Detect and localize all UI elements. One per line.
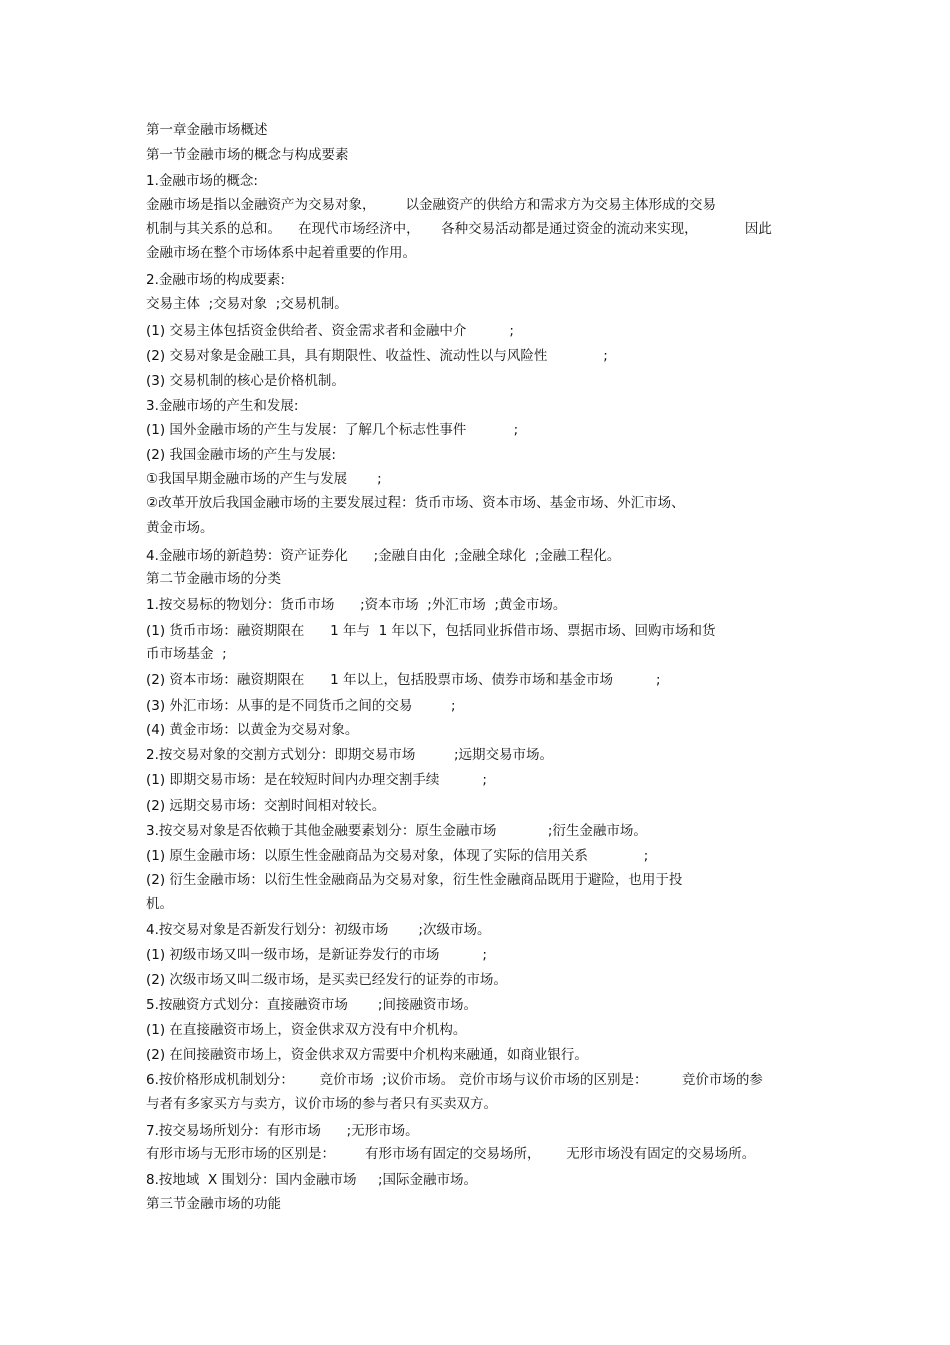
- text-line: (2) 衍生金融市场：以衍生性金融商品为交易对象，衍生性金融商品既用于避险，也用于投: [146, 872, 683, 888]
- text-line: (1) 国外金融市场的产生与发展：了解几个标志性事件 ;: [146, 422, 519, 438]
- heading-line: 2.金融市场的构成要素:: [146, 272, 285, 288]
- heading-line: 7.按交易场所划分：有形市场 ;无形市场。: [146, 1123, 419, 1139]
- text-line: 金融市场在整个市场体系中起着重要的作用。: [146, 245, 416, 261]
- text-line: (1) 即期交易市场：是在较短时间内办理交割手续 ;: [146, 772, 487, 788]
- heading-line: 4.金融市场的新趋势：资产证券化 ;金融自由化 ;金融全球化 ;金融工程化。: [146, 548, 621, 564]
- text-line: 交易主体 ;交易对象 ;交易机制。: [146, 296, 348, 312]
- heading-line: 4.按交易对象是否新发行划分：初级市场 ;次级市场。: [146, 922, 491, 938]
- text-line: 币市场基金 ;: [146, 646, 227, 662]
- text-line: (2) 资本市场：融资期限在 1 年以上，包括股票市场、债券市场和基金市场 ;: [146, 672, 661, 688]
- text-line: 机。: [146, 896, 173, 912]
- section-title: 第三节金融市场的功能: [146, 1196, 281, 1212]
- heading-line: 8.按地域 X 围划分：国内金融市场 ;国际金融市场。: [146, 1172, 478, 1188]
- section-title: 第一节金融市场的概念与构成要素: [146, 147, 349, 163]
- text-line: 机制与其关系的总和。 在现代市场经济中， 各种交易活动都是通过资金的流动来实现， 因此: [146, 221, 772, 237]
- text-line: (1) 货币市场：融资期限在 1 年与 1 年以下，包括同业拆借市场、票据市场、回购市场和货: [146, 623, 716, 639]
- text-line: (2) 次级市场又叫二级市场，是买卖已经发行的证券的市场。: [146, 972, 507, 988]
- text-line: ①我国早期金融市场的产生与发展 ;: [146, 471, 382, 487]
- text-line: 与者有多家买方与卖方，议价市场的参与者只有买卖双方。: [146, 1096, 497, 1112]
- heading-line: 6.按价格形成机制划分： 竞价市场 ;议价市场。 竞价市场与议价市场的区别是： 竞价市场的参: [146, 1072, 763, 1088]
- text-line: 黄金市场。: [146, 520, 214, 536]
- heading-line: 3.金融市场的产生和发展:: [146, 398, 299, 414]
- section-title: 第二节金融市场的分类: [146, 571, 281, 587]
- heading-line: 5.按融资方式划分：直接融资市场 ;间接融资市场。: [146, 997, 477, 1013]
- text-line: (1) 初级市场又叫一级市场，是新证券发行的市场 ;: [146, 947, 487, 963]
- text-line: (3) 交易机制的核心是价格机制。: [146, 373, 345, 389]
- text-line: 有形市场与无形市场的区别是： 有形市场有固定的交易场所， 无形市场没有固定的交易场所。: [146, 1146, 756, 1162]
- text-line: (2) 我国金融市场的产生与发展:: [146, 447, 336, 463]
- text-line: ②改革开放后我国金融市场的主要发展过程：货币市场、资本市场、基金市场、外汇市场、: [146, 495, 685, 511]
- heading-line: 2.按交易对象的交割方式划分：即期交易市场 ;远期交易市场。: [146, 747, 554, 763]
- text-line: (4) 黄金市场：以黄金为交易对象。: [146, 722, 359, 738]
- text-line: (3) 外汇市场：从事的是不同货币之间的交易 ;: [146, 698, 456, 714]
- heading-line: 3.按交易对象是否依赖于其他金融要素划分：原生金融市场 ;衍生金融市场。: [146, 823, 647, 839]
- text-line: (2) 远期交易市场：交割时间相对较长。: [146, 798, 386, 814]
- text-line: (2) 交易对象是金融工具，具有期限性、收益性、流动性以与风险性 ;: [146, 348, 608, 364]
- text-line: (2) 在间接融资市场上，资金供求双方需要中介机构来融通，如商业银行。: [146, 1047, 588, 1063]
- heading-line: 1.金融市场的概念:: [146, 173, 258, 189]
- heading-line: 1.按交易标的物划分：货币市场 ;资本市场 ;外汇市场 ;黄金市场。: [146, 597, 567, 613]
- text-line: (1) 原生金融市场：以原生性金融商品为交易对象，体现了实际的信用关系 ;: [146, 848, 649, 864]
- text-line: (1) 交易主体包括资金供给者、资金需求者和金融中介 ;: [146, 323, 514, 339]
- text-line: 金融市场是指以金融资产为交易对象， 以金融资产的供给方和需求方为交易主体形成的交易: [146, 197, 717, 213]
- text-line: (1) 在直接融资市场上，资金供求双方没有中介机构。: [146, 1022, 467, 1038]
- chapter-title: 第一章金融市场概述: [146, 122, 268, 138]
